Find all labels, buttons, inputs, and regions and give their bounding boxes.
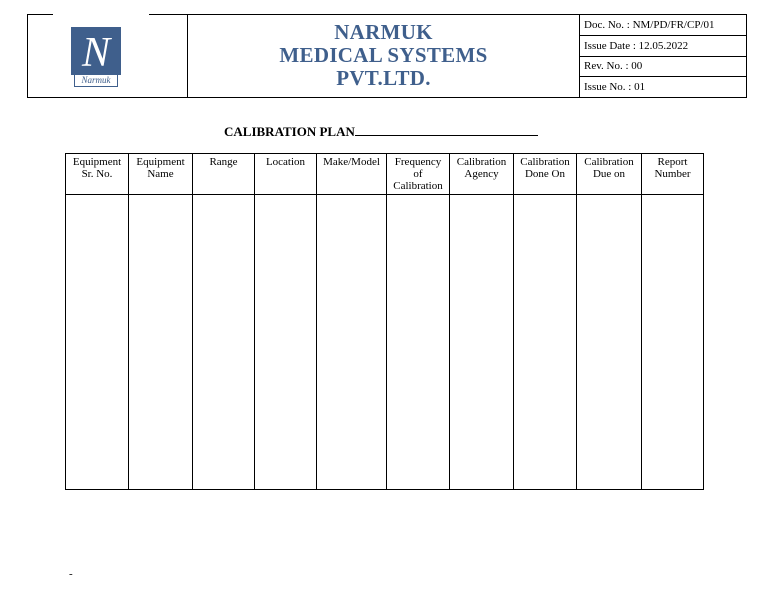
- column-location: [255, 154, 317, 489]
- plan-title: [224, 124, 538, 140]
- header-line: Name: [147, 168, 174, 180]
- logo-cell: [28, 15, 188, 97]
- column-calibration-done-on: [514, 154, 577, 489]
- document-header: [27, 14, 747, 98]
- column-body[interactable]: [514, 195, 576, 489]
- header-line: Location: [265, 156, 306, 168]
- header-line: Equipment: [136, 156, 185, 168]
- footer-mark: -: [69, 568, 73, 580]
- header-border-gap: [53, 13, 149, 16]
- logo-n-icon: [71, 27, 121, 75]
- column-header: [450, 154, 513, 195]
- column-calibration-agency: [450, 154, 514, 489]
- column-header: [255, 154, 316, 195]
- doc-number: Doc. No. : NM/PD/FR/CP/01: [580, 15, 746, 36]
- company-name-line2: MEDICAL SYSTEMS: [279, 43, 488, 67]
- column-body[interactable]: [577, 195, 641, 489]
- column-body[interactable]: [317, 195, 386, 489]
- column-body[interactable]: [255, 195, 316, 489]
- column-body[interactable]: [129, 195, 192, 489]
- rev-number: Rev. No. : 00: [580, 57, 746, 78]
- header-line: Due on: [592, 168, 626, 180]
- doc-info-cell: [580, 15, 746, 97]
- column-frequency: [387, 154, 450, 489]
- header-line: Make/Model: [323, 156, 380, 168]
- header-line: Done On: [524, 168, 566, 180]
- issue-number: Issue No. : 01: [584, 81, 646, 94]
- column-body[interactable]: [642, 195, 703, 489]
- logo-wordmark: Narmuk: [74, 74, 118, 87]
- header-line: of: [413, 168, 423, 180]
- header-line: Agency: [464, 168, 499, 180]
- header-line: Equipment: [72, 156, 122, 168]
- column-header: [514, 154, 576, 195]
- header-line: Calibration: [584, 156, 634, 168]
- company-name: [188, 15, 580, 97]
- column-equipment-sr-no: [66, 154, 129, 489]
- company-logo: [71, 27, 121, 87]
- column-header: [66, 154, 128, 195]
- column-body[interactable]: [387, 195, 449, 489]
- column-equipment-name: [129, 154, 193, 489]
- column-body[interactable]: [193, 195, 254, 489]
- column-report-number: [642, 154, 703, 489]
- svg-text:N: N: [81, 30, 111, 75]
- header-line: Calibration: [456, 156, 507, 168]
- column-header: [387, 154, 449, 195]
- column-header: [129, 154, 192, 195]
- header-line: Range: [209, 156, 238, 168]
- column-make-model: [317, 154, 387, 489]
- header-line: Calibration: [520, 156, 570, 168]
- header-line: Calibration: [393, 180, 443, 192]
- column-body[interactable]: [66, 195, 128, 489]
- column-header: [577, 154, 641, 195]
- header-line: Sr. No.: [81, 168, 113, 180]
- header-line: Frequency: [394, 156, 442, 168]
- column-range: [193, 154, 255, 489]
- column-header: [317, 154, 386, 195]
- calibration-table: [65, 153, 704, 490]
- company-name-line1: NARMUK: [334, 20, 433, 44]
- header-line: Report: [657, 156, 688, 168]
- column-body[interactable]: [450, 195, 513, 489]
- column-header: [642, 154, 703, 195]
- column-calibration-due-on: [577, 154, 642, 489]
- column-header: [193, 154, 254, 195]
- issue-date: Issue Date : 12.05.2022: [580, 36, 746, 57]
- header-line: Number: [654, 168, 691, 180]
- plan-title-blank-line[interactable]: [355, 124, 538, 136]
- plan-title-text: CALIBRATION PLAN: [224, 124, 355, 139]
- company-name-line3: PVT.LTD.: [336, 66, 431, 90]
